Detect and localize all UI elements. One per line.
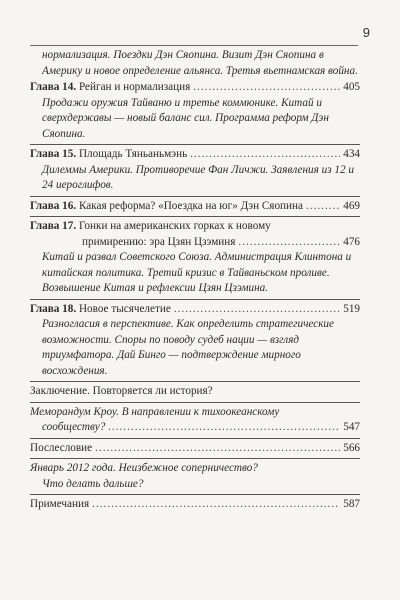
notes-page: 587 [343, 498, 360, 510]
dot-leader [238, 235, 340, 251]
afterword-page: 566 [343, 441, 360, 454]
dot-leader [174, 302, 340, 318]
divider [30, 299, 360, 300]
chapter-title: Рейган и нормализация [78, 81, 191, 93]
chapter-page: 405 [343, 81, 360, 93]
notes-title: Примечания [30, 498, 90, 510]
conclusion-description-line2: сообществу? [42, 421, 106, 433]
toc-intro-description: нормализация. Поездки Дэн Сяопина. Визит Дэн Сяопина в Америку и новое определение альянса. Третья вьетнамская война. [42, 49, 358, 77]
chapter-page: 434 [343, 148, 360, 160]
chapter-prefix: Глава 17. [30, 220, 77, 232]
chapter-page: 476 [343, 235, 360, 248]
chapter-description: Разногласия в перспективе. Как определить стратегические возможности. Споры по поводу судеб нации — взгляд триумфатора. Дай Бинго — подтверждение мирного восхождения. [42, 318, 334, 377]
chapter-prefix: Глава 14. [30, 81, 77, 93]
toc-afterword[interactable] [30, 441, 360, 493]
divider [30, 144, 360, 145]
dot-leader [193, 80, 340, 96]
divider [30, 438, 360, 439]
toc-chapter-15[interactable] [30, 147, 360, 194]
chapter-page: 519 [343, 302, 360, 315]
divider [30, 216, 360, 217]
dot-leader [95, 441, 340, 457]
conclusion-page: 547 [343, 421, 360, 433]
chapter-title-line1: Гонки на американских горках к новому [78, 220, 271, 232]
toc-chapter-18[interactable] [30, 302, 360, 380]
conclusion-description-line1: Меморандум Кроу. В направлении к тихоокеанскому [30, 405, 280, 418]
afterword-title: Послесловие [30, 441, 93, 454]
chapter-description: Продажи оружия Тайваню и третье коммюнике. Китай и сверхдержавы — новый баланс сил. Программа реформ Дэн Сяопина. [42, 96, 329, 140]
chapter-title: примирению: эра Цзян Цзэминя [82, 235, 236, 248]
chapter-prefix: Глава 16. [30, 199, 77, 212]
page-number: 9 [362, 25, 370, 40]
toc-conclusion[interactable] [30, 384, 360, 436]
dot-leader [108, 420, 340, 436]
conclusion-title: Заключение. Повторяется ли история? [30, 385, 213, 397]
chapter-title: Новое тысячелетие [78, 302, 171, 315]
chapter-description: Китай и развал Советского Союза. Администрация Клинтона и китайская политика. Третий кризис в Тайваньском проливе. Возвышение Китая и рефлексии Цзян Цзэмина. [42, 251, 352, 294]
chapter-page: 469 [343, 199, 360, 212]
chapter-title: Какая реформа? «Поездка на юг» Дэн Сяопина [78, 199, 303, 212]
chapter-prefix: Глава 18. [30, 302, 77, 315]
chapter-prefix: Глава 15. [30, 148, 77, 160]
afterword-description-line2: Что делать дальше? [42, 477, 144, 490]
toc-chapter-17[interactable] [30, 219, 360, 297]
dot-leader [92, 497, 340, 513]
dot-leader [306, 199, 340, 215]
toc-chapter-16[interactable] [30, 199, 360, 215]
divider [30, 196, 360, 197]
table-of-contents [30, 48, 360, 514]
afterword-description-line1: Январь 2012 года. Неизбежное соперничество? [30, 462, 258, 474]
toc-notes[interactable] [30, 497, 360, 513]
divider [30, 402, 360, 403]
divider [30, 458, 360, 459]
chapter-description: Дилеммы Америки. Противоречие Фан Личжи. Заявления из 12 и 24 иероглифов. [42, 163, 354, 191]
toc-chapter-14[interactable] [30, 80, 360, 142]
chapter-title: Площадь Тяньаньмэнь [78, 148, 188, 160]
divider [30, 494, 360, 495]
divider [30, 381, 360, 382]
header-rule [30, 45, 358, 46]
dot-leader [190, 147, 340, 163]
